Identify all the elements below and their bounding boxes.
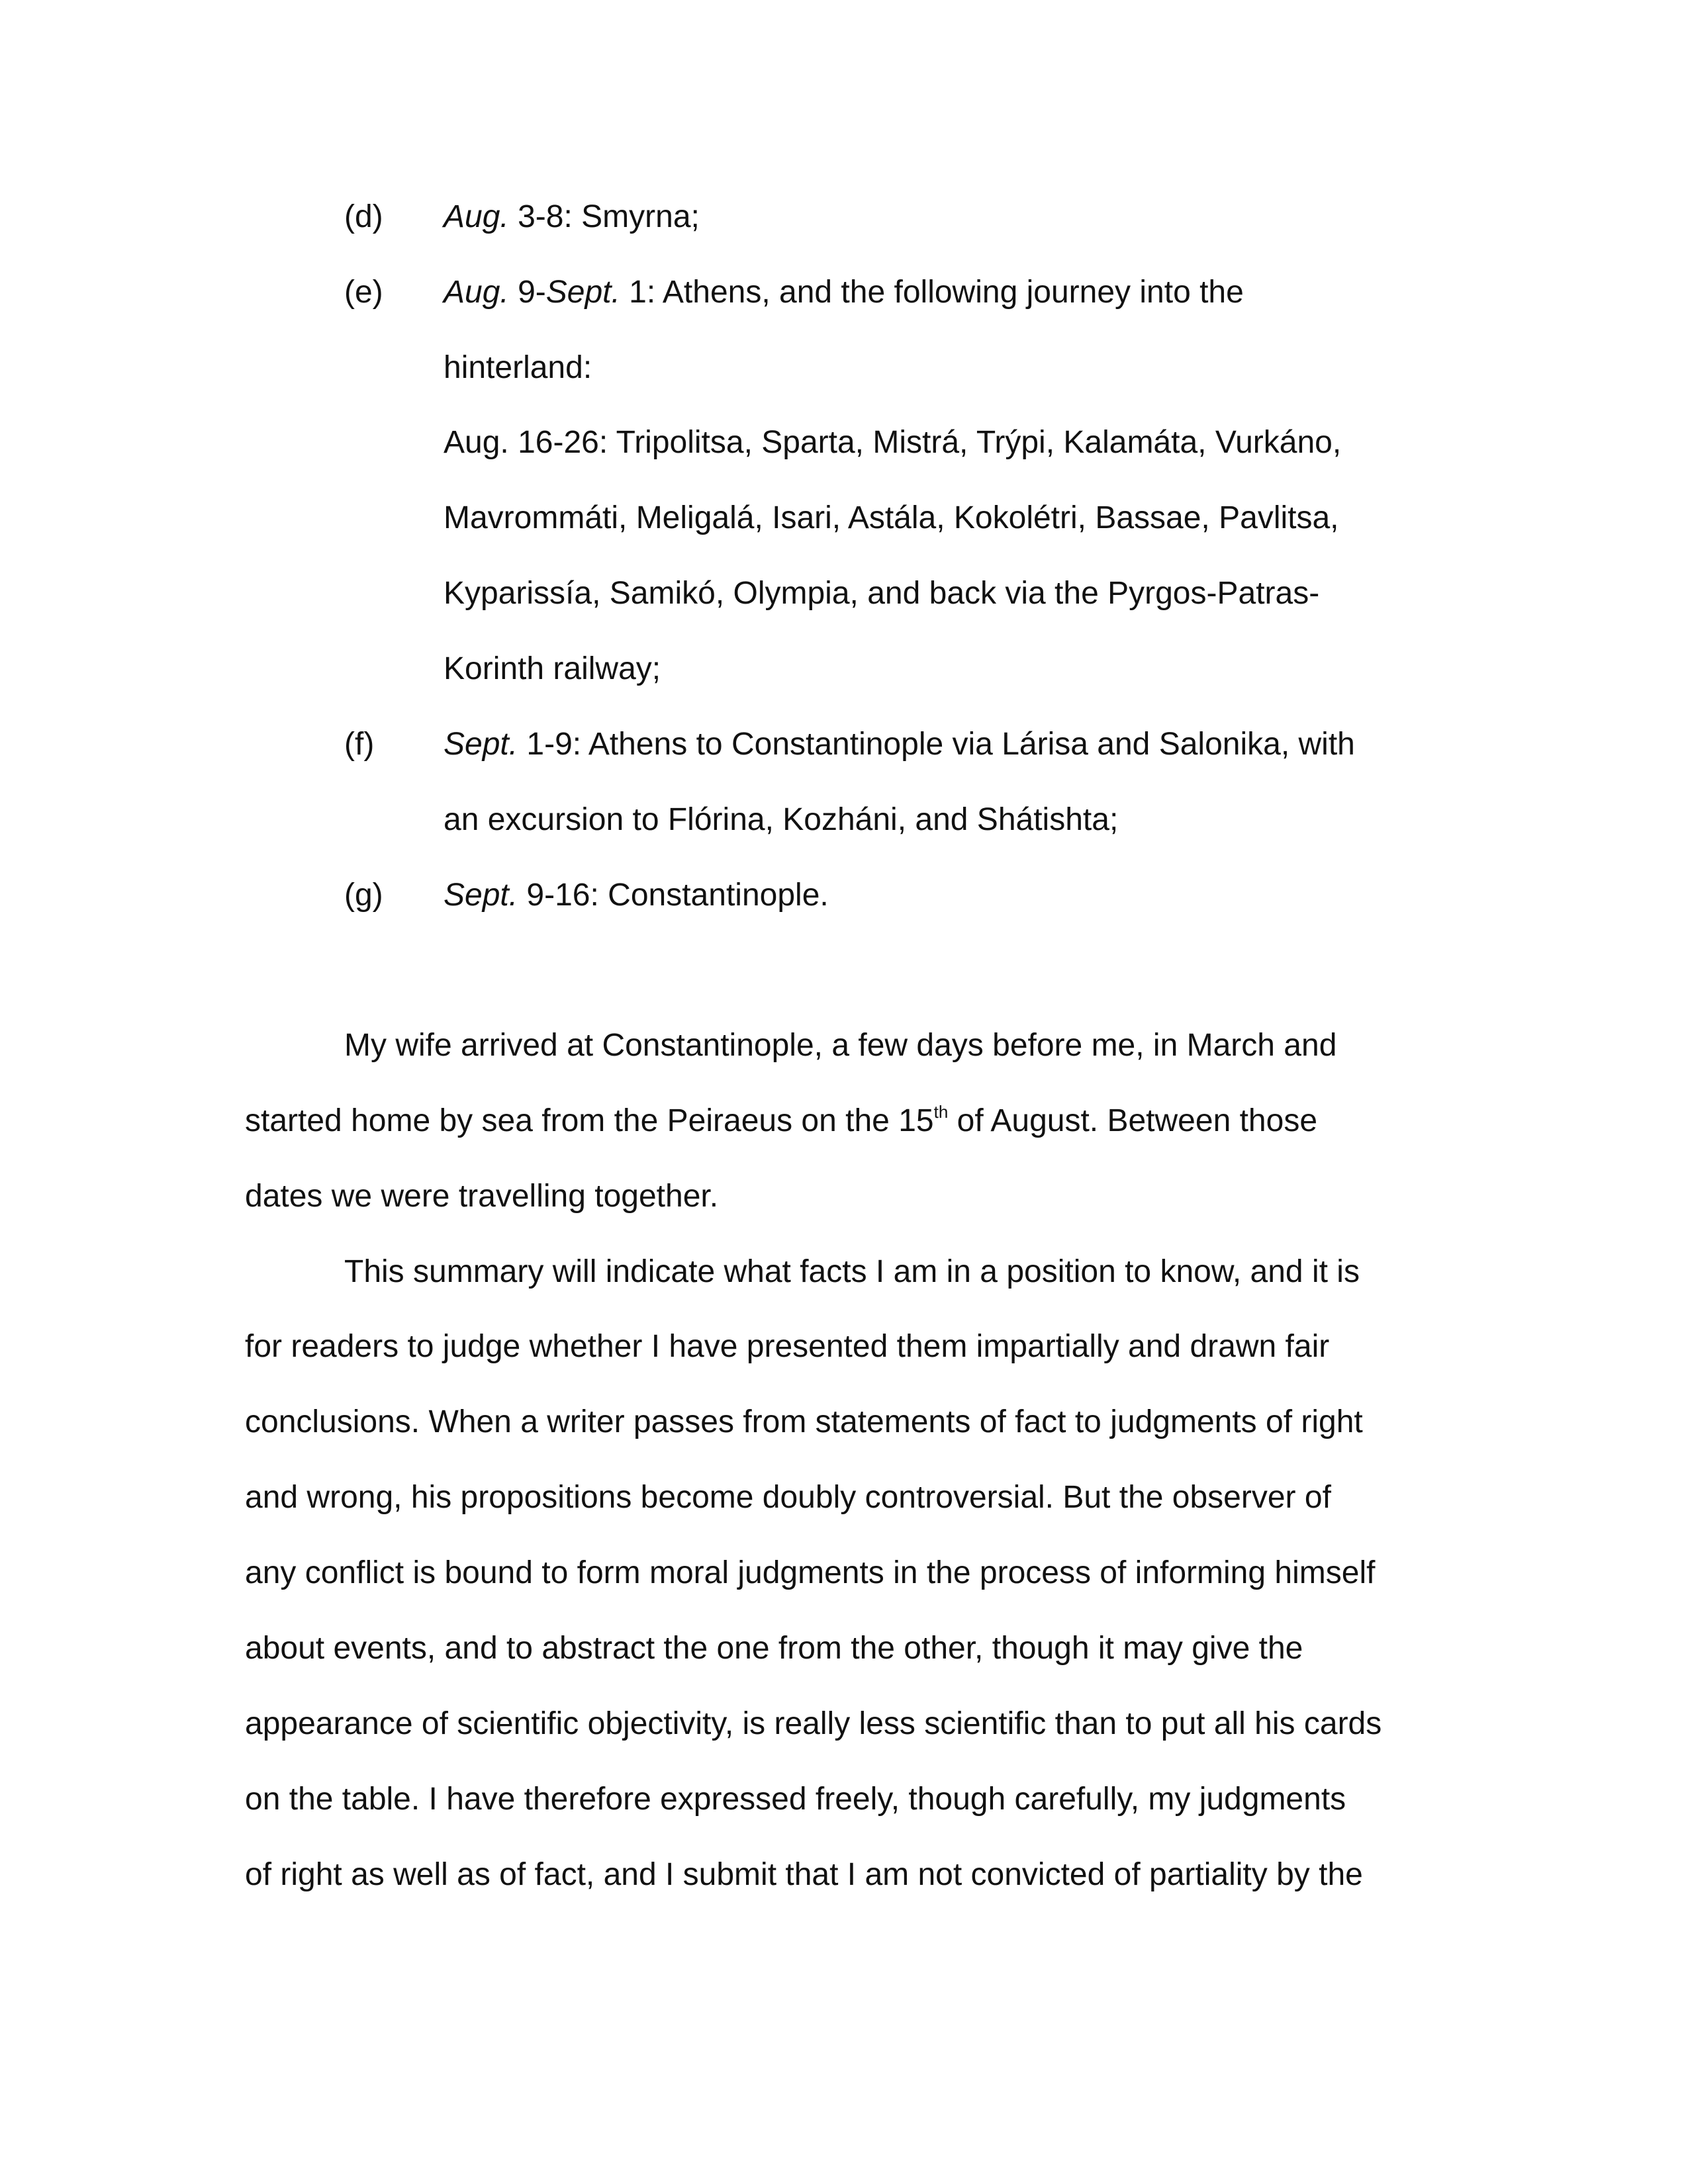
paragraph-line: dates we were travelling together. <box>245 1179 719 1214</box>
entry-text: 9-16: Constantinople. <box>518 878 829 913</box>
entry-text: 1-9: Athens to Constantinople via Lárisa and Salonika, with <box>518 727 1355 762</box>
entry-f-line: an excursion to Flórina, Kozháni, and Shátishta; <box>444 802 1119 837</box>
entry-text: 1: Athens, and the following journey into the <box>620 275 1244 310</box>
entry-date: Aug. <box>444 199 509 234</box>
paragraph-line: and wrong, his propositions become doubly controversial. But the observer of <box>245 1480 1331 1515</box>
entry-e-line: hinterland: <box>444 350 592 385</box>
entry-date: Aug. <box>444 275 509 310</box>
list-entry-e <box>444 277 1244 308</box>
entry-e-line: Mavrommáti, Meligalá, Isari, Astála, Kokolétri, Bassae, Pavlitsa, <box>444 500 1339 535</box>
paragraph-line: about events, and to abstract the one from the other, though it may give the <box>245 1631 1303 1666</box>
paragraph-line: My wife arrived at Constantinople, a few days before me, in March and <box>344 1028 1337 1063</box>
paragraph-line: of right as well as of fact, and I submit that I am not convicted of partiality by the <box>245 1857 1363 1892</box>
entry-e-line: Korinth railway; <box>444 651 661 686</box>
list-entry-f <box>444 729 1355 760</box>
list-label-g: (g) <box>344 878 383 913</box>
list-label-f: (f) <box>344 727 375 762</box>
entry-text: 9- <box>508 275 546 310</box>
paragraph-line: This summary will indicate what facts I am in a position to know, and it is <box>344 1254 1360 1289</box>
paragraph-line: appearance of scientific objectivity, is really less scientific than to put all his cards <box>245 1706 1382 1741</box>
entry-date: Sept. <box>444 727 518 762</box>
entry-text: 3-8: Smyrna; <box>508 199 700 234</box>
entry-e-line: Kyparissía, Samikó, Olympia, and back via the Pyrgos-Patras- <box>444 576 1320 611</box>
paragraph-text: of August. Between those <box>948 1103 1318 1138</box>
list-entry-g <box>444 880 829 911</box>
entry-e-line: Aug. 16-26: Tripolitsa, Sparta, Mistrá, Trýpi, Kalamáta, Vurkáno, <box>444 425 1342 460</box>
entry-date: Sept. <box>444 878 518 913</box>
list-entry-d <box>444 201 700 233</box>
paragraph-line: any conflict is bound to form moral judgments in the process of informing himself <box>245 1555 1376 1590</box>
list-label-e: (e) <box>344 275 383 310</box>
ordinal-suffix: th <box>933 1102 949 1122</box>
paragraph-text: started home by sea from the Peiraeus on the 15 <box>245 1103 934 1138</box>
list-label-d: (d) <box>344 199 383 234</box>
paragraph-line: for readers to judge whether I have presented them impartially and drawn fair <box>245 1329 1330 1364</box>
entry-date-end: Sept. <box>545 275 620 310</box>
paragraph-line: conclusions. When a writer passes from statements of fact to judgments of right <box>245 1404 1363 1439</box>
paragraph-line <box>245 1102 1318 1138</box>
paragraph-line: on the table. I have therefore expressed freely, though carefully, my judgments <box>245 1782 1346 1817</box>
